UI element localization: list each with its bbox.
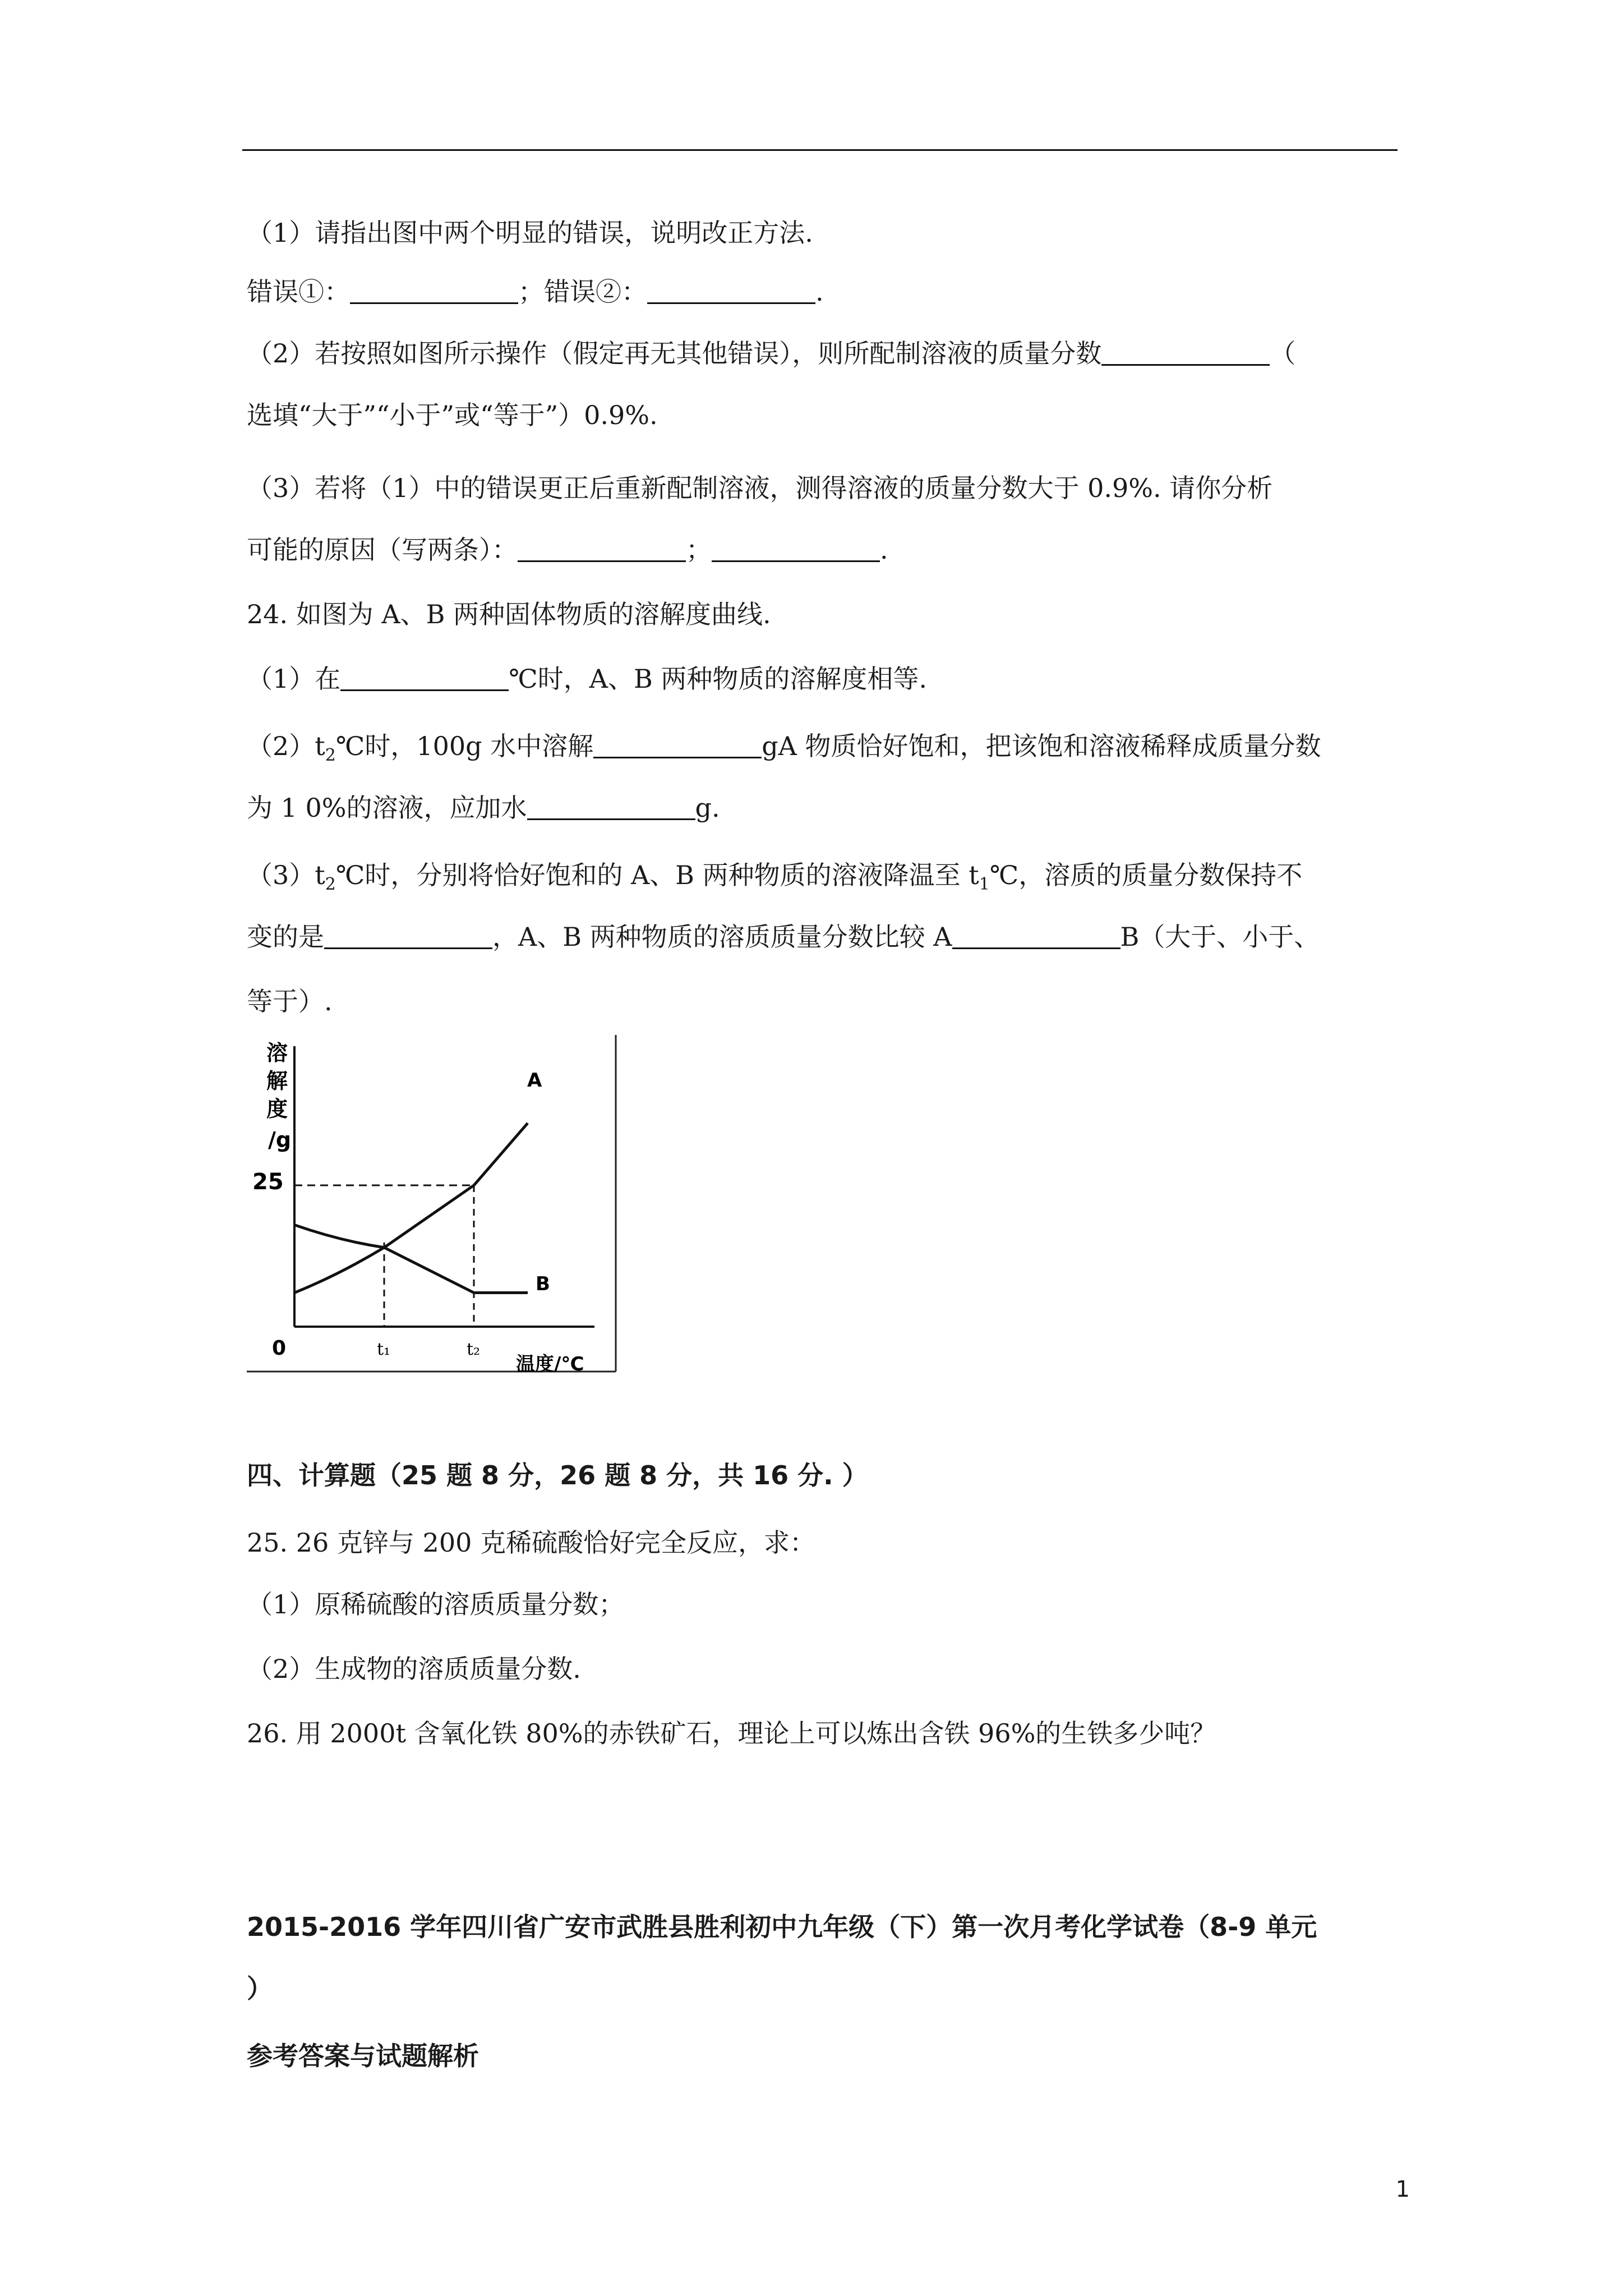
q23-errors-line: 错误①： ；错误②： . [247, 277, 824, 307]
q25-stem: 25. 26 克锌与 200 克稀硫酸恰好完全反应，求： [247, 1527, 815, 1558]
q24-part3-line2: 变的是 ，A、B 两种物质的溶质质量分数比较 A B（大于、小于、 [247, 922, 1320, 952]
answer-blank[interactable] [952, 923, 1121, 949]
series-label-A: A [527, 1069, 542, 1092]
page-number: 1 [1395, 2177, 1410, 2202]
answer-blank[interactable] [340, 665, 509, 691]
q23-part2-line1: （2）若按照如图所示操作（假定再无其他错误），则所配制溶液的质量分数 （ [247, 338, 1296, 369]
series-label-B: B [536, 1273, 550, 1295]
y-axis-label-4: /g [268, 1128, 292, 1152]
q24-part3-line3: 等于）. [247, 986, 333, 1016]
header-rule [242, 149, 1398, 151]
answer-blank[interactable] [518, 536, 686, 562]
answer-title-line1: 2015-2016 学年四川省广安市武胜县胜利初中九年级（下）第一次月考化学试卷（8-9 单元 [247, 1912, 1317, 1942]
q23-part1: （1）请指出图中两个明显的错误，说明改正方法. [247, 218, 813, 248]
x-axis-label: 温度/℃ [516, 1353, 584, 1374]
y-axis-label-1: 溶 [266, 1041, 288, 1065]
q23-part3-line2: 可能的原因（写两条）： ； . [247, 535, 888, 565]
q24-part1: （1）在 ℃时，A、B 两种物质的溶解度相等. [247, 664, 928, 694]
answer-blank[interactable] [350, 278, 518, 304]
curve-B [294, 1225, 528, 1293]
q24-stem: 24. 如图为 A、B 两种固体物质的溶解度曲线. [247, 599, 771, 629]
answer-title-line2: ） [247, 1973, 273, 2004]
answer-blank[interactable] [324, 923, 492, 949]
y-axis-label-3: 度 [266, 1097, 288, 1121]
answer-subtitle: 参考答案与试题解析 [247, 2041, 479, 2071]
q24-part2-line1: $(2)t_2℃$时，100g 水中溶解 gA 物质恰好饱和，把该饱和溶液稀释成质量分数 [247, 731, 1321, 766]
x-tick-label-t2: t₂ [467, 1340, 481, 1359]
y-axis-label-2: 解 [266, 1069, 288, 1093]
answer-blank[interactable] [593, 732, 762, 758]
q26-stem: 26. 用 2000t 含氧化铁 80%的赤铁矿石，理论上可以炼出含铁 96%的生铁多少吨？ [247, 1718, 1216, 1749]
x-tick-label-0: 0 [272, 1337, 287, 1360]
curve-A [294, 1123, 528, 1292]
q24-part2-line2: 为 1 0%的溶液，应加水 g. [247, 793, 720, 823]
answer-blank[interactable] [527, 794, 695, 820]
q23-part3-line1: （3）若将（1）中的错误更正后重新配制溶液，测得溶液的质量分数大于 0.9%. 请你分析 [247, 473, 1273, 503]
answer-blank[interactable] [647, 278, 815, 304]
solubility-chart [247, 1035, 617, 1374]
x-tick-label-t1: t₁ [377, 1340, 391, 1359]
q23-part2-line2: 选填“大于”“小于”或“等于”）0.9%. [247, 400, 658, 430]
q25-part1: （1）原稀硫酸的溶质质量分数； [247, 1589, 625, 1619]
q24-part3-line1: $(3)t_2℃$时，分别将恰好饱和的 A、B 两种物质的溶液降温至 $t_1℃$，溶质的质量分数保持不 [247, 860, 1303, 895]
q25-part2: （2）生成物的溶质质量分数. [247, 1654, 581, 1684]
answer-blank[interactable] [1101, 339, 1270, 366]
answer-blank[interactable] [712, 536, 880, 562]
section4-heading: 四、计算题（25 题 8 分，26 题 8 分，共 16 分. ） [247, 1460, 868, 1490]
y-tick-label-25: 25 [252, 1169, 284, 1195]
